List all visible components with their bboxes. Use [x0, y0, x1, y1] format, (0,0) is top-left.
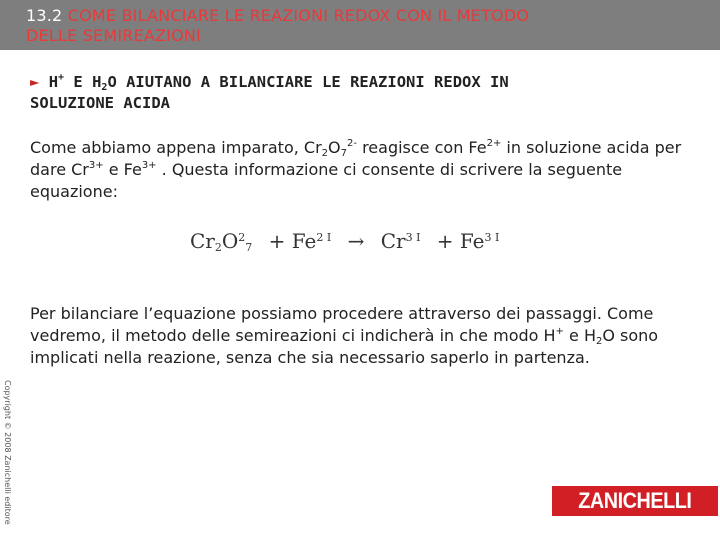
p1-part4: in soluzione acida per dare Cr [30, 138, 682, 179]
eq-t4-sup: 3 I [484, 231, 500, 244]
subtitle-h: H [48, 73, 59, 91]
p1-part6: . Questa informazione ci consente di scrivere la seguente equazione: [30, 160, 623, 201]
p1-sub1: 2 [321, 148, 329, 159]
title-line-1: COME BILANCIARE LE REAZIONI REDOX CON IL METODO [67, 6, 530, 25]
p1-sup2: 2+ [486, 138, 502, 149]
subtitle-h2o-sub: 2 [101, 82, 108, 93]
eq-t1-sup: 2 [238, 231, 246, 244]
bullet-arrow-icon: ► [30, 73, 40, 91]
publisher-logo [552, 486, 718, 516]
p1-sub2: 7 [340, 148, 347, 159]
p1-part5: e Fe [103, 160, 142, 179]
eq-plus2: + Fe [436, 229, 485, 253]
paragraph-method [30, 303, 690, 369]
eq-t2-sup: 2 I [316, 231, 332, 244]
chemical-equation [190, 229, 500, 263]
eq-t3: Cr [380, 229, 406, 253]
p2-part1: Per bilanciare l’equazione possiamo procedere attraverso dei passaggi. Come vedremo, il metodo delle semireazioni ci indicherà in che modo H [30, 304, 654, 345]
eq-iron-ii [269, 229, 332, 253]
subtitle-text-a: E H [73, 73, 102, 91]
eq-t1: Cr [190, 229, 215, 253]
slide-title [26, 6, 529, 46]
paragraph-intro [30, 137, 690, 203]
eq-t1-sub: 2 [214, 241, 222, 254]
eq-t1-sub2: 7 [245, 241, 253, 254]
p1-part2: O [328, 138, 341, 157]
p2-sub1: 2 [595, 336, 603, 347]
section-number: 13.2 [26, 6, 63, 25]
p1-sup4: 3+ [141, 160, 157, 171]
p1-sup1: 2- [347, 138, 357, 149]
p1-sup3: 3+ [88, 160, 104, 171]
eq-arrow: → [347, 229, 365, 253]
eq-iron-iii [437, 229, 500, 253]
copyright-text: Copyright © 2008 Zanichelli editore [3, 380, 12, 525]
title-line-2: DELLE SEMIREAZIONI [26, 26, 201, 45]
subtitle-text-c: SOLUZIONE ACIDA [30, 94, 170, 112]
copyright-notice [2, 380, 12, 530]
eq-plus1: + Fe [268, 229, 317, 253]
subtitle-h-charge: + [58, 72, 65, 83]
eq-dichromate [190, 229, 252, 253]
p1-part3: reagisce con Fe [356, 138, 487, 157]
slide-subtitle [30, 72, 690, 114]
eq-t1b: O [221, 229, 239, 253]
p2-part3: O sono implicati nella reazione, senza che sia necessario saperlo in partenza. [30, 326, 659, 367]
eq-t3-sup: 3 I [405, 231, 421, 244]
p1-part1: Come abbiamo appena imparato, Cr [30, 138, 322, 157]
subtitle-text-b: O AIUTANO A BILANCIARE LE REAZIONI REDOX IN [107, 73, 509, 91]
logo-text: ZANICHELLI [578, 488, 692, 513]
eq-chromium-iii [381, 229, 421, 253]
slide-header [0, 0, 720, 50]
p2-sup1: + [555, 326, 564, 337]
p2-part2: e H [563, 326, 596, 345]
